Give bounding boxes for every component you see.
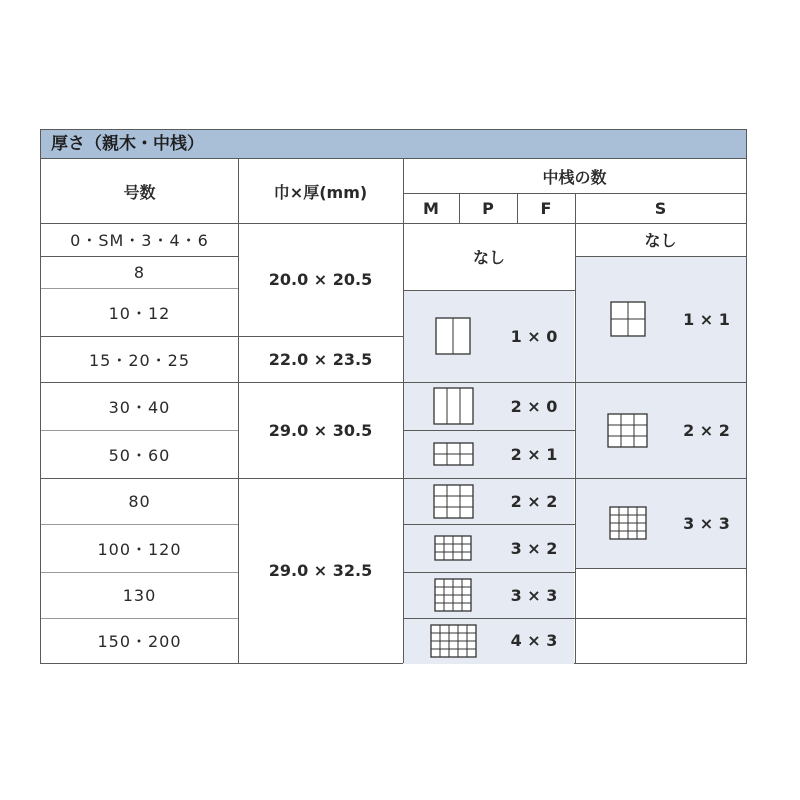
lattice-s-2x2-icon: [607, 413, 648, 448]
rule: [41, 223, 746, 224]
rule: [41, 430, 238, 431]
lattice-frame: [434, 485, 473, 518]
size-row: 100・120: [97, 539, 182, 559]
lattice-frame: [608, 414, 647, 447]
rule: [403, 524, 575, 525]
rule: [41, 288, 238, 289]
rule: [41, 524, 238, 525]
dimension-cell: 29.0 × 30.5: [268, 420, 373, 440]
lattice-2x1-icon: [403, 430, 503, 478]
lattice-3x3-icon: [434, 578, 472, 612]
rule: [41, 478, 746, 479]
lattice-4x3-icon: [430, 624, 477, 658]
size-row: 8: [133, 262, 146, 282]
lattice-s-2x2-icon: [575, 382, 680, 478]
header-type-p: P: [482, 198, 494, 218]
dimension-cell: 29.0 × 32.5: [268, 561, 373, 580]
size-row: 0・SM・3・4・6: [70, 231, 209, 250]
table-title: 厚さ（親木・中桟）: [41, 130, 746, 159]
mpf-value: 4 × 3: [510, 631, 558, 650]
s-value: 1 × 1: [683, 309, 730, 329]
mpf-value: 1 × 0: [510, 326, 558, 346]
size-row: 30・40: [108, 397, 171, 417]
rule: [517, 193, 518, 223]
rule: [575, 256, 746, 257]
rule: [459, 193, 460, 223]
size-row: 80: [128, 491, 151, 511]
rule: [403, 572, 575, 573]
mpf-value: 3 × 2: [510, 538, 558, 558]
mpf-value: 2 × 0: [510, 396, 558, 416]
lattice-s-3x3-icon: [575, 478, 680, 568]
rule: [41, 382, 746, 383]
table-grid: [41, 130, 746, 663]
rule: [41, 336, 403, 337]
spec-table: [40, 129, 747, 664]
header-dimension: 巾×厚(mm): [273, 182, 368, 202]
mpf-none: なし: [472, 248, 505, 267]
lattice-2x0-icon: [433, 387, 474, 425]
mpf-value: 2 × 2: [510, 491, 558, 511]
lattice-s-3x3-icon: [609, 506, 647, 540]
lattice-1x0-icon: [403, 290, 503, 382]
s-value: 3 × 3: [683, 513, 730, 533]
lattice-1x0-icon: [435, 317, 471, 355]
rule: [41, 256, 238, 257]
mpf-value: 3 × 3: [510, 585, 558, 605]
header-type-m: M: [423, 198, 439, 218]
rule: [41, 618, 238, 619]
size-row: 10・12: [108, 303, 171, 323]
header-type-s: S: [654, 198, 667, 218]
dimension-cell: 22.0 × 23.5: [268, 349, 373, 369]
lattice-s-1x1-icon: [610, 301, 646, 337]
rule: [403, 430, 575, 431]
header-type-f: F: [540, 198, 552, 218]
size-row: 150・200: [97, 632, 182, 651]
dimension-cell: 20.0 × 20.5: [268, 270, 373, 289]
rule: [238, 159, 239, 663]
lattice-3x2-icon: [403, 524, 503, 572]
lattice-2x0-icon: [403, 382, 503, 430]
size-row: 130: [122, 585, 157, 605]
lattice-s-1x1-icon: [575, 256, 680, 382]
lattice-2x1-icon: [433, 442, 474, 466]
lattice-4x3-icon: [403, 618, 503, 663]
s-none: なし: [644, 231, 677, 250]
rule: [575, 193, 576, 663]
mpf-value: 2 × 1: [510, 444, 558, 464]
header-size: 号数: [123, 182, 156, 202]
lattice-2x2-icon: [403, 478, 503, 524]
s-value: 2 × 2: [683, 420, 730, 440]
header-crossbars: 中桟の数: [542, 167, 607, 187]
lattice-frame: [434, 388, 473, 424]
lattice-2x2-icon: [433, 484, 474, 519]
size-row: 50・60: [108, 445, 171, 465]
size-row: 15・20・25: [88, 350, 191, 370]
lattice-3x3-icon: [403, 572, 503, 618]
rule: [403, 159, 404, 663]
rule: [575, 568, 746, 569]
rule: [41, 572, 238, 573]
lattice-3x2-icon: [434, 535, 472, 561]
rule: [403, 290, 575, 291]
